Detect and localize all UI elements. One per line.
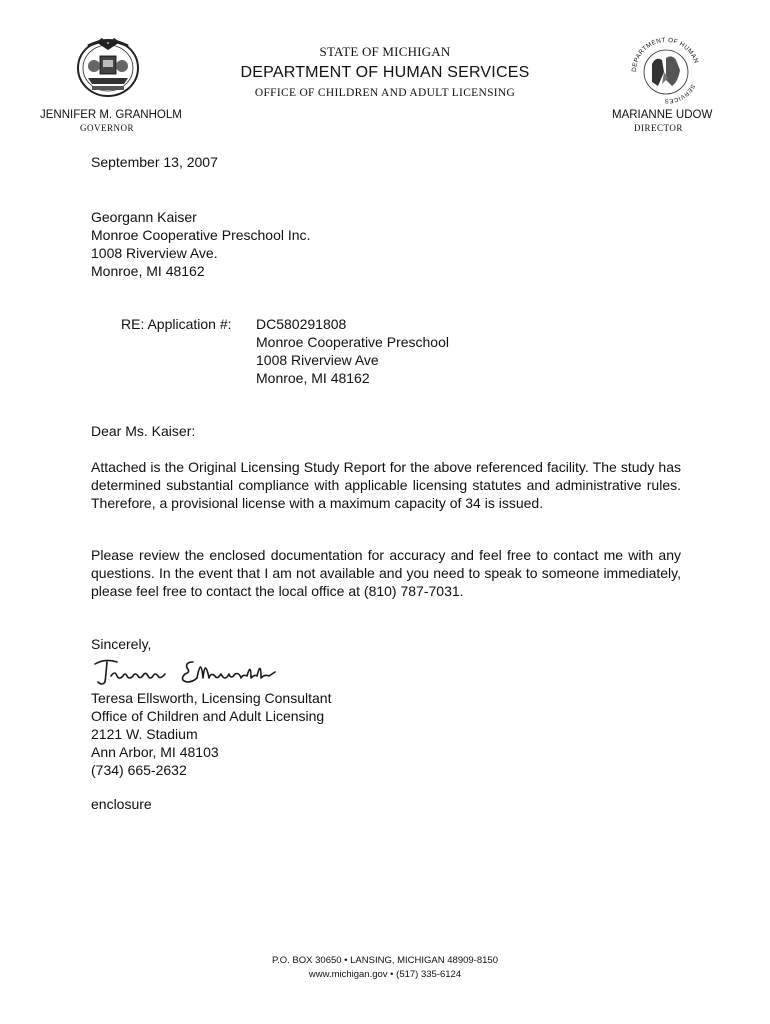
- re-line: Monroe Cooperative Preschool: [256, 334, 449, 350]
- director-name: MARIANNE UDOW: [612, 109, 713, 121]
- recipient-line: Monroe, MI 48162: [91, 263, 205, 279]
- re-line: DC580291808: [256, 316, 347, 332]
- recipient-line: 1008 Riverview Ave.: [91, 245, 218, 261]
- governor-name: JENNIFER M. GRANHOLM: [40, 109, 182, 121]
- paragraph-1: Attached is the Original Licensing Study Report for the above referenced facility. The study has determined substantial compliance with applicable licensing statutes and administrative rules. Therefore, a provisional license with a maximum capacity of 34 is issued.: [91, 459, 681, 511]
- re-details: [256, 315, 449, 387]
- signature: [91, 652, 311, 692]
- director-title: DIRECTOR: [634, 123, 683, 133]
- state-heading: STATE OF MICHIGAN: [319, 44, 451, 59]
- signature-line: Ann Arbor, MI 48103: [91, 744, 219, 760]
- footer-address: P.O. BOX 30650 • LANSING, MICHIGAN 48909-8150: [272, 955, 498, 966]
- enclosure-note: enclosure: [91, 796, 152, 812]
- signature-line: Office of Children and Adult Licensing: [91, 708, 325, 724]
- signature-line: (734) 665-2632: [91, 762, 187, 778]
- signature-block: [91, 689, 331, 779]
- signature-line: Teresa Ellsworth, Licensing Consultant: [91, 690, 332, 706]
- re-line: Monroe, MI 48162: [256, 370, 370, 386]
- paragraph-2: Please review the enclosed documentation for accuracy and feel free to contact me with any questions. In the event that I am not available and you need to speak to someone immediately, please feel free to contact the local office at (810) 787-7031.: [91, 547, 681, 599]
- department-heading: DEPARTMENT OF HUMAN SERVICES: [240, 64, 530, 81]
- letter-date: September 13, 2007: [91, 154, 218, 170]
- svg-text:SERVICES: SERVICES: [664, 82, 696, 104]
- recipient-line: Monroe Cooperative Preschool Inc.: [91, 227, 311, 243]
- footer-contact: www.michigan.gov • (517) 335-6124: [308, 969, 462, 980]
- signature-line: 2121 W. Stadium: [91, 726, 198, 742]
- svg-text:DEPARTMENT OF HUMAN: DEPARTMENT OF HUMAN: [630, 36, 700, 73]
- governor-title: GOVERNOR: [80, 123, 135, 133]
- recipient-line: Georgann Kaiser: [91, 209, 197, 225]
- closing: Sincerely,: [91, 636, 152, 652]
- salutation: Dear Ms. Kaiser:: [91, 423, 196, 439]
- re-label: RE: Application #:: [121, 316, 232, 332]
- office-heading: OFFICE OF CHILDREN AND ADULT LICENSING: [254, 87, 516, 99]
- re-line: 1008 Riverview Ave: [256, 352, 379, 368]
- recipient-address: [91, 208, 310, 280]
